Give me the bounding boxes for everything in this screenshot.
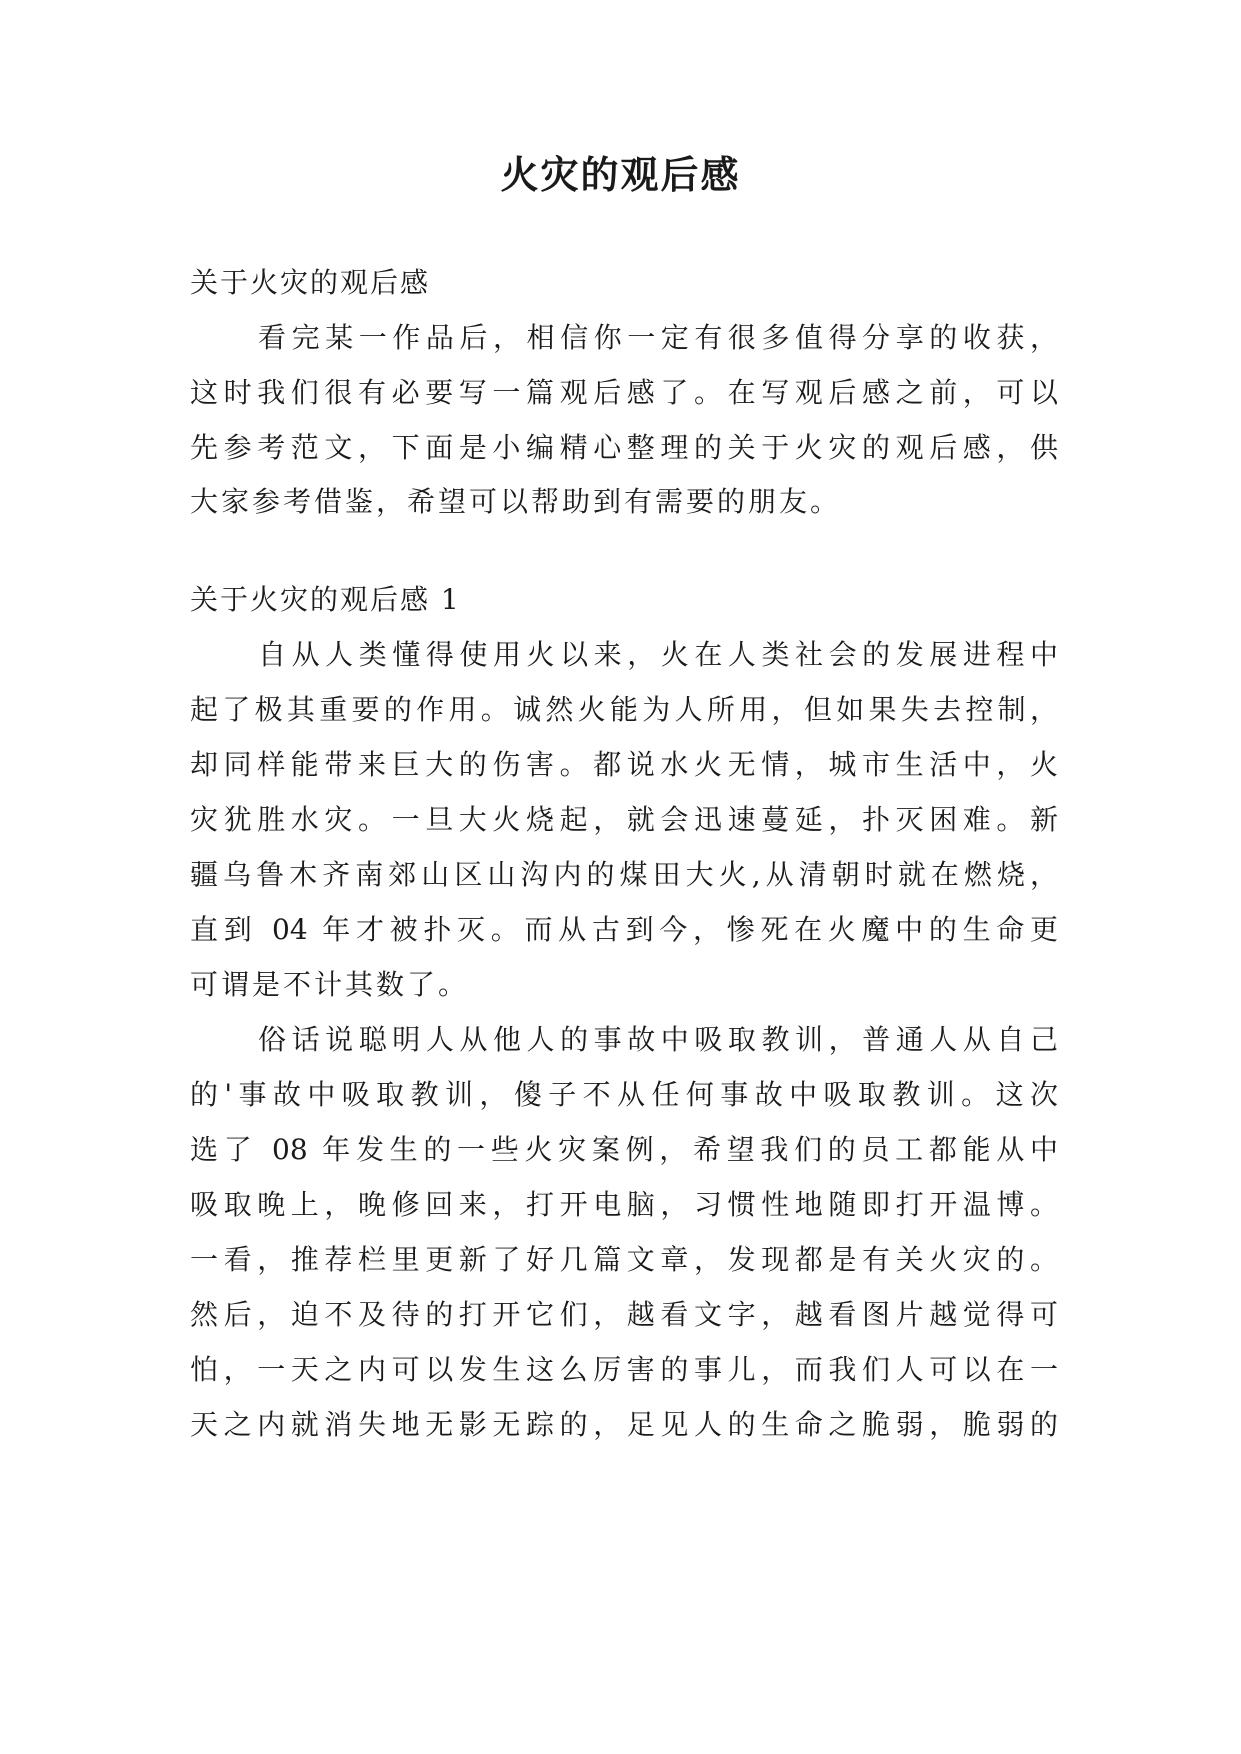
intro-heading: 关于火灾的观后感: [190, 266, 431, 299]
section1-line: 然后，迫不及待的打开它们，越看文字，越看图片越觉得可: [190, 1298, 1058, 1331]
section1-line: 选了 08 年发生的一些火灾案例，希望我们的员工都能从中: [190, 1133, 1058, 1166]
section1-line: 却同样能带来巨大的伤害。都说水火无情，城市生活中，火: [190, 748, 1058, 781]
section1-line: 怕，一天之内可以发生这么厉害的事儿，而我们人可以在一: [190, 1353, 1058, 1386]
intro-line: 这时我们很有必要写一篇观后感了。在写观后感之前，可以: [190, 376, 1058, 409]
section1-line: 吸取晚上，晚修回来，打开电脑，习惯性地随即打开温博。: [190, 1188, 1058, 1221]
section1-line: 直到 04 年才被扑灭。而从古到今，惨死在火魔中的生命更: [190, 913, 1058, 946]
section1-line: 俗话说聪明人从他人的事故中吸取教训，普通人从自己: [258, 1023, 1058, 1056]
section1-line: 灾犹胜水灾。一旦大火烧起，就会迅速蔓延，扑灭困难。新: [190, 803, 1058, 836]
section1-line: 一看，推荐栏里更新了好几篇文章，发现都是有关火灾的。: [190, 1243, 1058, 1276]
section1-line: 的'事故中吸取教训，傻子不从任何事故中吸取教训。这次: [190, 1078, 1058, 1111]
section1-line: 可谓是不计其数了。: [190, 968, 470, 1001]
section1-line: 自从人类懂得使用火以来，火在人类社会的发展进程中: [258, 638, 1058, 671]
section1-line: 起了极其重要的作用。诚然火能为人所用，但如果失去控制，: [190, 693, 1058, 726]
document-title: 火灾的观后感: [500, 152, 741, 197]
section1-line: 疆乌鲁木齐南郊山区山沟内的煤田大火,从清朝时就在燃烧，: [190, 858, 1058, 891]
intro-line: 大家参考借鉴，希望可以帮助到有需要的朋友。: [190, 485, 842, 518]
intro-line: 看完某一作品后，相信你一定有很多值得分享的收获，: [258, 321, 1058, 354]
section1-line: 天之内就消失地无影无踪的，足见人的生命之脆弱，脆弱的: [190, 1408, 1058, 1441]
intro-line: 先参考范文，下面是小编精心整理的关于火灾的观后感，供: [190, 431, 1058, 464]
section1-heading: 关于火灾的观后感 1: [190, 583, 461, 616]
